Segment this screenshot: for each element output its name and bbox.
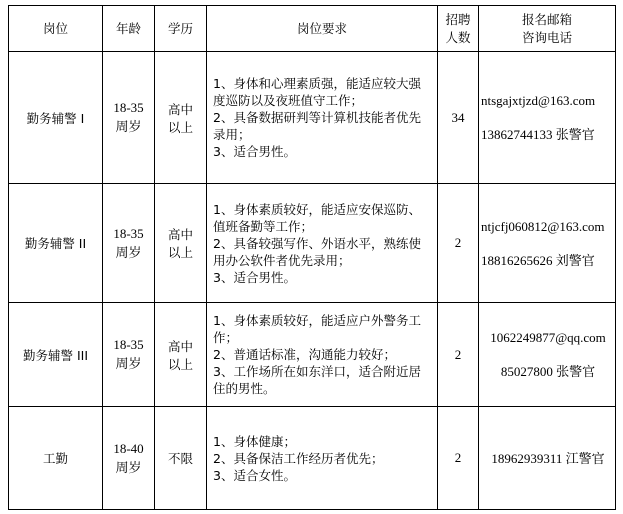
cell-contact xyxy=(479,303,616,407)
cell-education xyxy=(155,52,207,184)
email-link[interactable]: 1062249877@qq.com xyxy=(490,330,606,345)
spacer xyxy=(481,109,615,126)
cell-contact xyxy=(479,407,616,510)
spacer xyxy=(481,346,615,363)
recruitment-table xyxy=(8,5,616,510)
cell-age xyxy=(103,184,155,303)
cell-position: 勤务辅警 I xyxy=(9,52,103,184)
email-link[interactable]: ntsgajxtjzd@163.com xyxy=(481,93,596,108)
cell-count: 2 xyxy=(438,303,479,407)
cell-education xyxy=(155,184,207,303)
header-row xyxy=(9,6,616,52)
requirement-item: 3、适合男性。 xyxy=(213,144,296,159)
cell-count: 34 xyxy=(438,52,479,184)
header-education: 学历 xyxy=(155,6,207,52)
cell-count: 2 xyxy=(438,184,479,303)
header-count-line-1: 招聘 xyxy=(445,11,471,27)
cell-position: 勤务辅警 III xyxy=(9,303,103,407)
header-position: 岗位 xyxy=(9,6,103,52)
cell-age xyxy=(103,407,155,510)
header-contact-line-1: 报名邮箱 xyxy=(521,11,572,27)
cell-age-range: 18-35 xyxy=(113,337,144,352)
cell-age xyxy=(103,303,155,407)
cell-education-line-2: 以上 xyxy=(167,356,193,372)
requirement-item: 2、具备较强写作、外语水平，熟练使用办公软件者优先录用； xyxy=(213,235,421,268)
table-row xyxy=(9,407,616,510)
header-contact xyxy=(479,6,616,52)
cell-age-unit: 周岁 xyxy=(115,244,142,260)
cell-contact xyxy=(479,52,616,184)
requirement-item: 3、适合男性。 xyxy=(213,269,296,285)
requirement-item: 1、身体和心理素质强，能适应较大强度巡防以及夜班值守工作； xyxy=(213,76,421,108)
header-age: 年龄 xyxy=(103,6,155,52)
cell-education-line-1: 高中 xyxy=(167,227,193,242)
cell-count: 2 xyxy=(438,407,479,510)
requirement-item: 1、身体素质较好，能适应安保巡防、值班备勤等工作； xyxy=(213,201,421,234)
cell-position: 勤务辅警 II xyxy=(9,184,103,303)
email-link[interactable]: ntjcfj060812@163.com xyxy=(481,218,605,234)
spacer xyxy=(481,235,615,252)
table-row xyxy=(9,52,616,184)
cell-age xyxy=(103,52,155,184)
requirement-item: 3、适合女性。 xyxy=(213,467,296,483)
requirement-item: 1、身体素质较好，能适应户外警务工作； xyxy=(213,313,421,345)
requirement-item: 2、普通话标准，沟通能力较好； xyxy=(213,347,396,362)
cell-requirements xyxy=(207,52,438,184)
cell-age-range: 18-40 xyxy=(113,440,144,456)
cell-requirements xyxy=(207,303,438,407)
cell-position: 工勤 xyxy=(9,407,103,510)
cell-requirements xyxy=(207,184,438,303)
table-row xyxy=(9,303,616,407)
cell-education: 不限 xyxy=(155,407,207,510)
phone-contact: 13862744133 张警官 xyxy=(481,127,595,142)
header-count xyxy=(438,6,479,52)
cell-requirements xyxy=(207,407,438,510)
header-count-line-2: 人数 xyxy=(445,29,471,45)
cell-education-line-1: 高中 xyxy=(167,101,193,117)
phone-contact: 85027800 张警官 xyxy=(500,364,596,379)
cell-age-range: 18-35 xyxy=(113,225,144,241)
cell-age-unit: 周岁 xyxy=(115,356,142,371)
header-contact-line-2: 咨询电话 xyxy=(521,29,572,45)
requirement-item: 2、具备保洁工作经历者优先； xyxy=(213,450,384,466)
cell-education-line-2: 以上 xyxy=(167,119,193,135)
cell-age-unit: 周岁 xyxy=(115,119,142,134)
cell-education xyxy=(155,303,207,407)
table-row xyxy=(9,184,616,303)
requirement-item: 1、身体健康； xyxy=(213,433,296,449)
cell-age-unit: 周岁 xyxy=(115,459,142,475)
cell-age-range: 18-35 xyxy=(113,100,144,115)
cell-education-line-2: 以上 xyxy=(167,245,193,260)
header-requirements: 岗位要求 xyxy=(207,6,438,52)
requirement-item: 3、工作场所在如东洋口，适合附近居住的男性。 xyxy=(213,364,421,396)
cell-contact xyxy=(479,184,616,303)
phone-contact: 18816265626 刘警官 xyxy=(481,252,595,268)
phone-contact: 18962939311 江警官 xyxy=(491,450,605,466)
requirement-item: 2、具备数据研判等计算机技能者优先录用； xyxy=(213,110,421,142)
cell-education-line-1: 高中 xyxy=(167,338,193,354)
